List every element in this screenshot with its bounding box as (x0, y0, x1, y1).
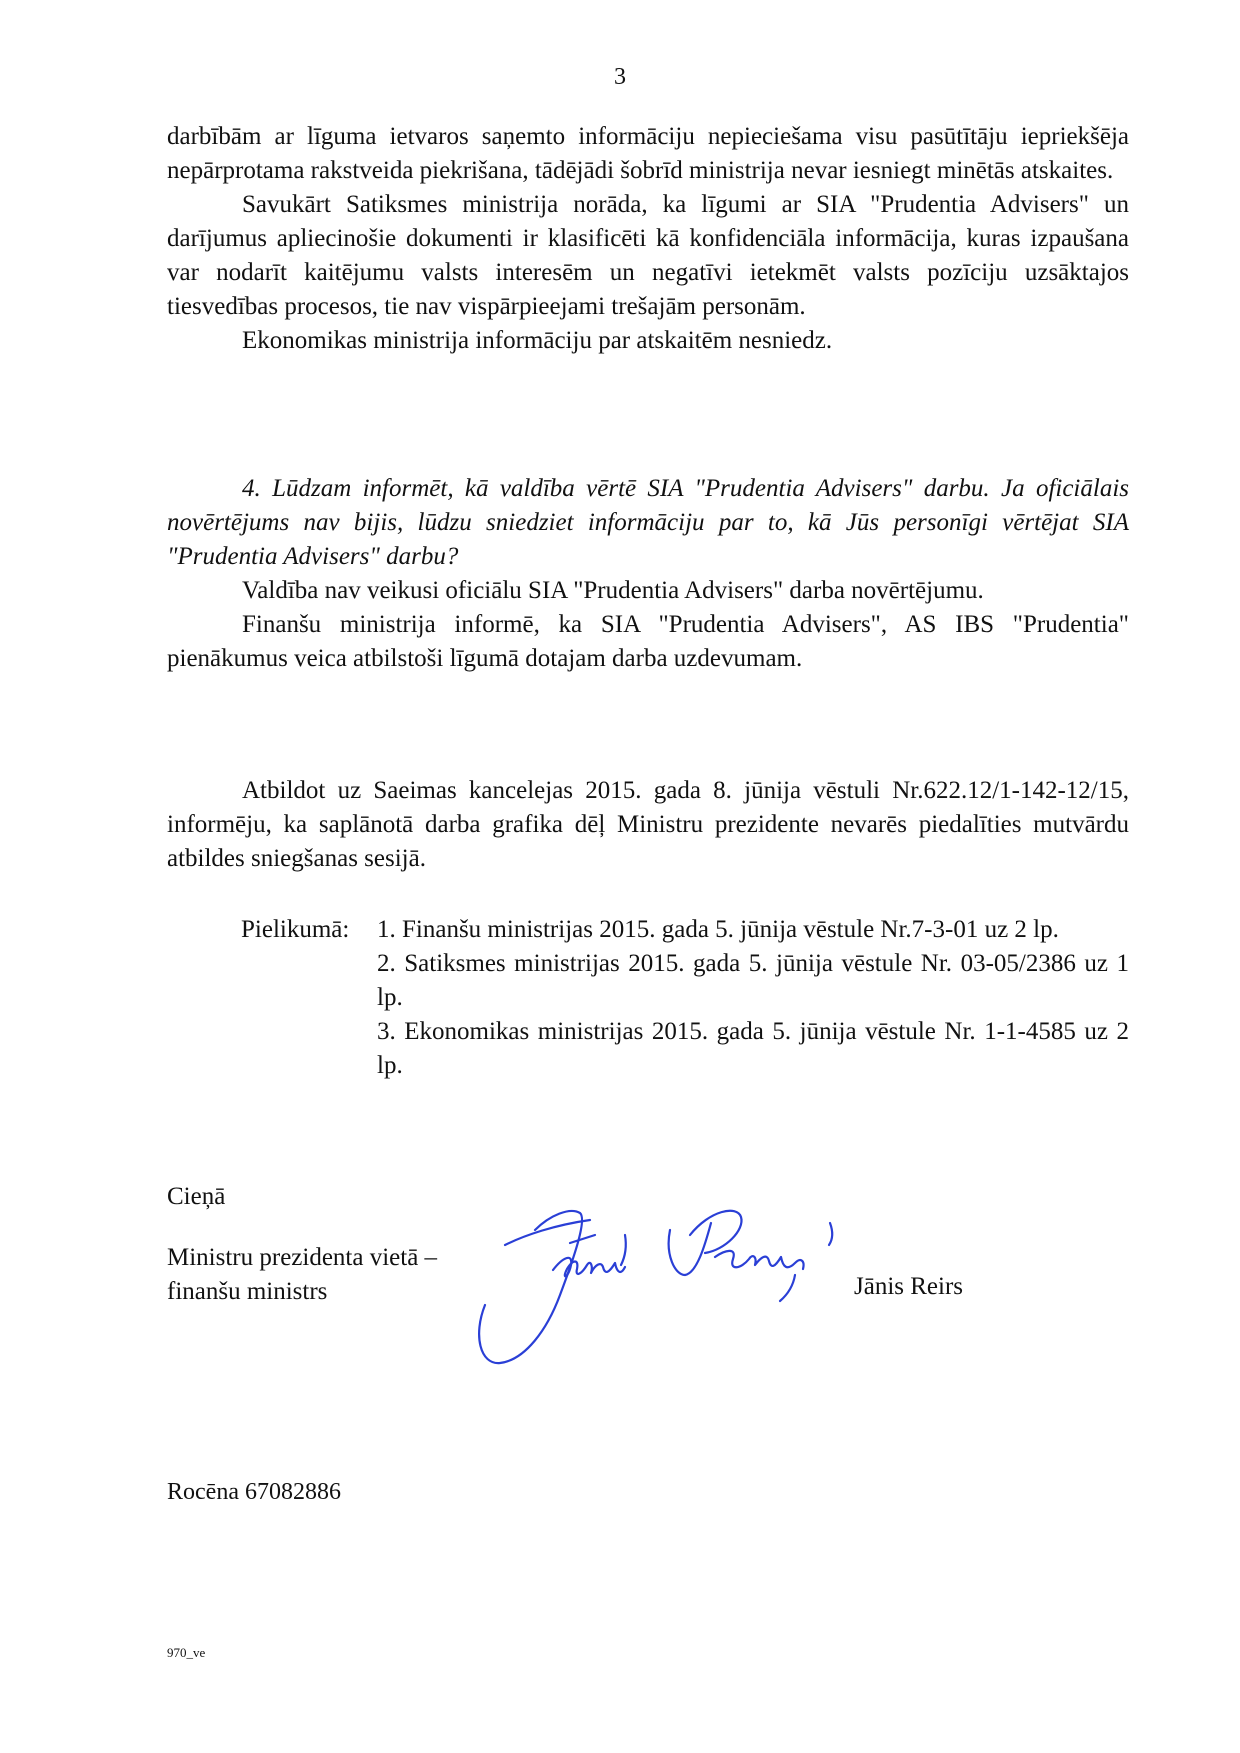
document-id: 970_ve (167, 1645, 206, 1660)
page-number: 3 (614, 64, 626, 90)
contact-info: Rocēna 67082886 (167, 1479, 341, 1505)
answer-finance-ministry: Finanšu ministrija informē, ka SIA "Prudentia Advisers", AS IBS "Prudentia" pienākumus veica atbilstoši līgumā dotajam darba uzdevumam. (167, 611, 1129, 672)
handwritten-signature (475, 1195, 865, 1370)
signatory-title-line1: Ministru prezidenta vietā – (167, 1244, 438, 1271)
paragraph-continuation: darbībām ar līguma ietvaros saņemto informāciju nepieciešama visu pasūtītāju iepriekšēja nepārprotama rakstveida piekrišana, tādējādi šobrīd ministrija nevar iesniegt minētās atskaites. (167, 123, 1129, 184)
question-4: 4. Lūdzam informēt, kā valdība vērtē SIA "Prudentia Advisers" darbu. Ja oficiālais novērtējums nav bijis, lūdzu sniedziet informāciju par to, kā Jūs personīgi vērtējat SIA "Prudentia Advisers" darbu? (167, 475, 1129, 570)
attachment-item: 3. Ekonomikas ministrijas 2015. gada 5. jūnija vēstule Nr. 1-1-4585 uz 2 lp. (377, 1018, 1129, 1079)
attachment-item: 1. Finanšu ministrijas 2015. gada 5. jūnija vēstule Nr.7-3-01 uz 2 lp. (377, 916, 1059, 943)
signatory-title-line2: finanšu ministrs (167, 1278, 328, 1305)
reply-block (167, 774, 1129, 876)
reply-paragraph: Atbildot uz Saeimas kancelejas 2015. gada 8. jūnija vēstuli Nr.622.12/1-142-12/15, informēju, ka saplānotā darba grafika dēļ Ministru prezidente nevarēs piedalīties mutvārdu atbildes sniegšanas sesijā. (167, 777, 1129, 872)
signatory-title (167, 1241, 507, 1309)
attachments-label: Pielikumā: (241, 916, 350, 943)
paragraph-satiksmes: Savukārt Satiksmes ministrija norāda, ka līgumi ar SIA "Prudentia Advisers" un darījumus apliecinošie dokumenti ir klasificēti kā konfidenciāla informācija, kuras izpaušana var nodarīt kaitējumu valsts interesēm un negatīvi ietekmēt valsts pozīciju uzsāktajos tiesvedības procesos, tie nav vispārpieejami trešajām personām. (167, 191, 1129, 320)
answer-government: Valdība nav veikusi oficiālu SIA "Prudentia Advisers" darba novērtējumu. (242, 577, 984, 604)
closing-salutation: Cieņā (167, 1183, 226, 1210)
attachment-item: 2. Satiksmes ministrijas 2015. gada 5. jūnija vēstule Nr. 03-05/2386 uz 1 lp. (377, 950, 1129, 1011)
attachments-list (377, 913, 1129, 1083)
body-top (167, 120, 1129, 358)
paragraph-ekonomikas: Ekonomikas ministrija informāciju par atskaitēm nesniedz. (242, 327, 833, 354)
question-answer-block (167, 472, 1129, 676)
signatory-name: Jānis Reirs (854, 1273, 964, 1300)
